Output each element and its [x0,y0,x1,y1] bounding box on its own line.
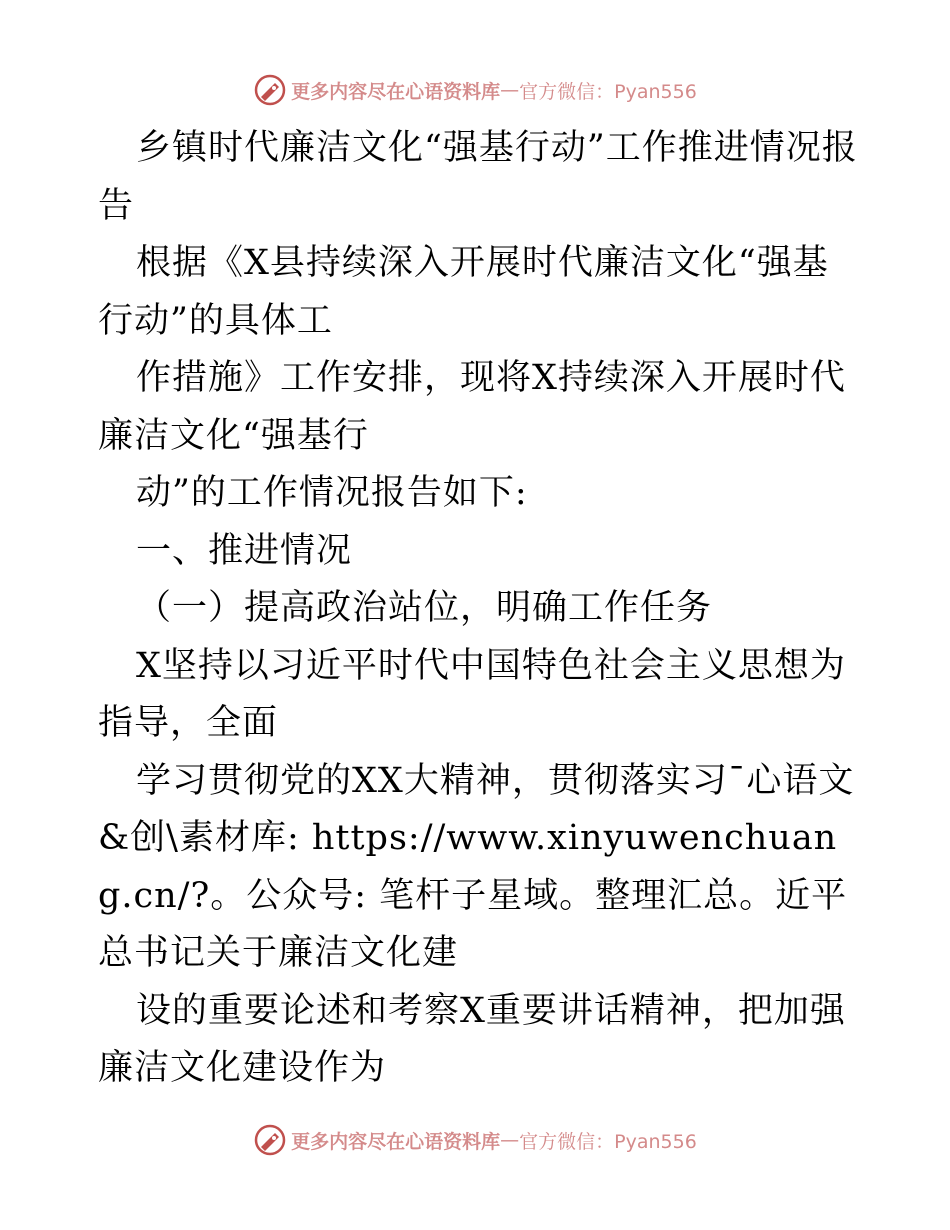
section-heading: 一、推进情况 [136,530,353,571]
subsection-heading: （一）提高政治站位，明确工作任务 [136,588,713,628]
body-paragraph: 根据《X县持续深入开展时代廉洁文化“强基行动”的具体工 [98,243,829,341]
banner-dash: — [500,79,520,101]
body-paragraph: 作措施》工作安排，现将X持续深入开展时代廉洁文化“强基行 [98,358,846,456]
banner-contact-text: 官方微信：Pyan556 [519,1130,697,1153]
banner-contact-text: 官方微信：Pyan556 [519,80,697,103]
document-body [98,120,858,1098]
banner-dash: — [500,1129,520,1151]
document-title: 乡镇时代廉洁文化“强基行动”工作推进情况报告 [98,128,858,226]
footer-watermark-banner [0,1120,950,1160]
pen-nib-logo-icon [253,73,287,107]
banner-main-text: 更多内容尽在心语资料库 [291,1130,501,1153]
pen-nib-logo-icon [253,1123,287,1157]
header-watermark-banner [0,70,950,110]
body-paragraph: 设的重要论述和考察X重要讲话精神，把加强廉洁文化建设作为 [98,990,846,1088]
body-paragraph: X坚持以习近平时代中国特色社会主义思想为指导，全面 [98,645,846,743]
banner-main-text: 更多内容尽在心语资料库 [291,80,501,103]
body-paragraph: 学习贯彻党的XX大精神，贯彻落实习¯心语文&创\素材库: https://www.xinyuwenchuang.cn/?。公众号: 笔杆子星域。整理汇总。近平总书记关于廉洁文化建 [98,760,855,973]
body-paragraph: 动”的工作情况报告如下: [136,473,528,513]
